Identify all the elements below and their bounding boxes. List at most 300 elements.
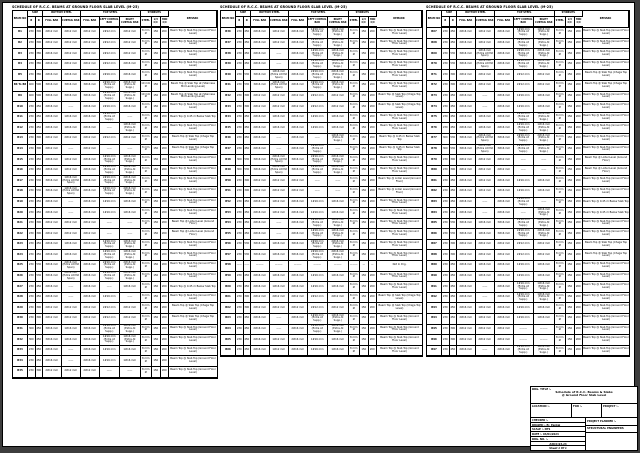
cell: 2#12 mm — [43, 39, 62, 49]
cell: 3#16 mm — [43, 92, 62, 102]
cell: 150 — [360, 70, 369, 80]
cell: 200 — [575, 166, 584, 176]
cell: 3#16 mm — [289, 166, 308, 176]
cell: Beam Top @ Slab Top (Ground Floor Level) — [380, 71, 419, 78]
cell: ——— — [270, 261, 290, 271]
cell: 2#16 mm — [495, 282, 514, 292]
cell: 2#16 mm (Extra At Mid Span) — [270, 155, 288, 164]
cell: Not In Drg. — [392, 263, 407, 267]
cell: 230 — [28, 123, 36, 133]
drg-title-line2: @ Ground Floor Slab Level — [561, 393, 607, 398]
cell: Beam Top @ Slab Top (Chajja Top Level) — [584, 251, 628, 258]
cell: 2#12 mm — [270, 92, 290, 102]
cell: B34 — [13, 356, 28, 366]
cell: 8 mm Ø — [555, 81, 567, 91]
cell: —— — [100, 282, 121, 292]
cell: 2#16 mm — [43, 250, 62, 260]
table-row — [427, 250, 629, 261]
cell: 8 mm Ø — [349, 39, 361, 49]
cell: 150 — [566, 70, 575, 80]
cell: 150 — [566, 250, 575, 260]
cell: 200 — [161, 282, 170, 292]
cell: 2#12 mm — [100, 134, 121, 144]
cell: 8 mm Ø — [141, 240, 153, 250]
cell: 2#16 mm — [495, 187, 514, 197]
cell: 300 — [450, 155, 458, 165]
cell: —— — [476, 346, 496, 356]
cell: 450 — [244, 28, 252, 38]
cell: 2#16 mm — [100, 70, 121, 80]
cell: 2#12 mm — [328, 303, 349, 313]
cell: —— — [328, 187, 349, 197]
cell: 150 — [566, 39, 575, 49]
cell: 150 — [152, 92, 161, 102]
cell: 150 — [152, 335, 161, 345]
cell: —— — [120, 367, 141, 377]
cell: 8 mm Ø — [349, 134, 361, 144]
cell: 230 — [236, 92, 244, 102]
cell: 2#16 mm (Extra At Supp.) — [100, 261, 121, 271]
cell: 150 — [152, 314, 161, 324]
cell: 230 — [442, 92, 450, 102]
cell: 2#16 mm — [81, 208, 100, 218]
cell: 1#16 mm — [534, 187, 555, 197]
cell: 2#12 mm — [328, 92, 349, 102]
cell: 200 — [161, 176, 170, 186]
cell: 150 — [360, 81, 369, 91]
cell: 150 — [566, 261, 575, 271]
cell: —— — [236, 261, 244, 271]
table-row — [13, 166, 217, 177]
cell: 450 — [244, 208, 252, 218]
table-title: SCHEDULE OF R.C.C. BEAMS AT GROUND FLOOR SLAB LEVEL (M-25) — [220, 5, 347, 9]
cell: 200 — [161, 198, 170, 208]
cell: 8 mm Ø — [349, 314, 361, 324]
cell: 200 — [575, 123, 584, 133]
cell: 8 mm Ø — [141, 60, 153, 70]
cell: 300 — [36, 134, 44, 144]
cell: 8 mm Ø — [555, 155, 567, 165]
cell: 2#16 mm — [495, 28, 514, 38]
cell: 1#12 mm — [270, 335, 290, 345]
cell: Beam Top @ Slab Top (Ground Floor Level) — [583, 336, 629, 343]
cell: 300 — [442, 145, 450, 155]
cell: 230 — [442, 28, 450, 38]
cell: 1#16 mm (Extra At Mid Span) — [476, 59, 494, 68]
cell: 8 mm Ø — [555, 49, 567, 59]
table-row — [427, 335, 629, 346]
cell: 1#16 mm (Extra At Supp.) — [534, 113, 555, 123]
cell: —— — [270, 314, 290, 324]
cell: 500 — [36, 81, 44, 91]
cell: 150 — [360, 49, 369, 59]
cell: 450 — [36, 293, 44, 303]
cell: 3#16 mm — [457, 134, 476, 144]
cell: 2#16 mm (Extra At Supp.) — [534, 134, 555, 144]
table-row — [13, 250, 217, 261]
cell: 8 mm Ø — [555, 229, 567, 239]
drg-title-line1: Schedule of R.C.C. Beams & Slabs — [555, 389, 613, 394]
cell: 8 mm Ø — [141, 39, 153, 49]
cell: —— — [270, 219, 290, 229]
cell: 2#12 mm — [251, 303, 270, 313]
cell: 1#16 mm (Extra At Mid Span) — [270, 70, 288, 79]
cell: 300 — [36, 39, 44, 49]
cell: 2#16 mm — [43, 346, 62, 356]
cell: —— — [120, 219, 141, 229]
cell: 2#12 mm — [495, 70, 514, 80]
cell: 1#16 mm — [514, 176, 535, 186]
cell: Beam Top @ Slab Top (Ground Floor Level) — [380, 113, 419, 120]
cell: B43 — [221, 102, 236, 112]
col-header-beam-no: BEAM NO — [221, 11, 236, 27]
cell: 1#16 mm (Extra At Supp.) — [328, 229, 349, 239]
checked-label: CHECKED :- — [531, 418, 585, 423]
cell: 1#16 mm — [308, 208, 329, 218]
cell: 200 — [575, 28, 584, 38]
cell: ——— — [251, 261, 270, 271]
cell: 3#16 mm — [43, 272, 62, 282]
cell: Beam Top @ Slab Top (Ground Floor Level) — [380, 315, 419, 321]
cell: 3#16 mm — [43, 325, 62, 335]
cell: 8 mm Ø — [349, 102, 361, 112]
cell: B2 — [13, 39, 28, 49]
cell: 200 — [161, 81, 170, 91]
cell: 1#16 mm — [514, 92, 535, 102]
cell: 1#16 mm — [62, 250, 82, 260]
cell: —— — [308, 187, 329, 197]
table-row — [427, 219, 629, 230]
cell: 2#16 mm — [289, 123, 308, 133]
cell: 150 — [360, 28, 369, 38]
cell: 150 — [566, 346, 575, 356]
cell: 1#16 mm — [308, 113, 329, 123]
cell: 230 — [28, 113, 36, 123]
col-header-top-steel: TOP STEEL — [495, 11, 555, 17]
cell: 450 — [244, 60, 252, 70]
cell: 230 — [236, 208, 244, 218]
cell: 230 — [28, 155, 36, 165]
cell: 150 — [360, 145, 369, 155]
cell: 300 — [450, 166, 458, 176]
cell: 1#16 mm (Extra At Supp.) — [514, 28, 535, 38]
cell: 3#16 mm — [43, 261, 62, 271]
cell: 2#12 mm — [62, 303, 82, 313]
cell: 450 — [244, 314, 252, 324]
cell: 530 — [244, 81, 252, 91]
cell: 200 — [575, 219, 584, 229]
cell: 1#16 mm — [534, 92, 555, 102]
cell: 2#12 mm — [476, 335, 496, 345]
cell: 2#16 mm (Extra At Supp.) — [514, 145, 535, 155]
structural-engineers-box — [586, 433, 637, 450]
table-row — [221, 28, 422, 39]
table-row — [427, 198, 629, 209]
cell: 150 — [566, 208, 575, 218]
cell: 150 — [360, 123, 369, 133]
cell: 150 — [360, 314, 369, 324]
cell: 450 — [450, 272, 458, 282]
cell: 2#16 mm (Extra At Supp.) — [120, 92, 141, 102]
cell: 8 mm Ø — [555, 187, 567, 197]
cell: Beam Top @ Slab Top (Ground Floor Level) — [380, 156, 419, 162]
cell: Beam Top @ Slab Top (Ground Floor Level) — [170, 251, 216, 258]
cell: 2#12 mm — [534, 240, 555, 250]
table-row — [13, 219, 217, 230]
cell: Beam Top @ Slab Top (Ground Floor Level) — [583, 134, 629, 141]
cell: 2#16 mm — [457, 176, 476, 186]
cell: —— — [100, 145, 121, 155]
cell: 1#16 mm — [514, 261, 535, 271]
cell: 230 — [236, 240, 244, 250]
cell: 3#16 mm — [495, 219, 514, 229]
cell: —— — [514, 166, 535, 176]
cell: —— — [476, 92, 496, 102]
cell: 2#16 mm — [43, 282, 62, 292]
cell: 450 — [450, 314, 458, 324]
cell: 200 — [161, 208, 170, 218]
sheet-note: Sheet 1 Of 1 — [549, 447, 567, 451]
cell: 2#16 mm — [81, 70, 100, 80]
cell: 200 — [161, 250, 170, 260]
cell: 200 — [161, 325, 170, 335]
cell: Beam Top @ Slab Top (Ground Floor Level) — [380, 82, 419, 88]
cell: 1#16 mm — [100, 293, 121, 303]
cell: Beam Top @ 0.45 m Below Slab Top — [170, 284, 216, 288]
cell: 230 — [28, 39, 36, 49]
cell: 200 — [369, 102, 378, 112]
cell: 230 — [236, 60, 244, 70]
cell: 1#16 mm — [328, 113, 349, 123]
cell: 2#12 mm — [514, 250, 535, 260]
cell: 200 — [161, 272, 170, 282]
cell: 150 — [566, 176, 575, 186]
schedule-table-2 — [220, 5, 423, 357]
cell: 8 mm Ø — [349, 113, 361, 123]
title-block — [530, 386, 638, 451]
cell: 2#16 mm (Extra At Supp.) — [100, 176, 121, 186]
cell: 2#16 mm (Extra At Supp.) — [514, 134, 535, 144]
cell: 450 — [450, 261, 458, 271]
cell: 300 — [36, 145, 44, 155]
cell: 2#16 mm — [289, 314, 308, 324]
cell: 2#12 mm — [495, 240, 514, 250]
cell: 230 — [442, 60, 450, 70]
cell: 2#16 mm — [289, 229, 308, 239]
cell: 2#12 mm — [289, 176, 308, 186]
cell: —— — [270, 325, 290, 335]
cell: 8 mm Ø — [141, 28, 153, 38]
cell: 2#12 mm — [43, 28, 62, 38]
cell: 230 — [236, 282, 244, 292]
table-title: SCHEDULE OF R.C.C. BEAMS AT GROUND FLOOR SLAB LEVEL (M-25) — [426, 5, 553, 9]
cell: 1#16 mm — [534, 303, 555, 313]
table-row — [427, 229, 629, 240]
cell: 2#16 mm — [495, 261, 514, 271]
cell: 1#16 mm (Extra At Supp.) — [120, 250, 141, 260]
cell: 2#16 mm (Extra At Supp.) — [514, 219, 535, 229]
cell: 8 mm Ø — [141, 70, 153, 80]
table-row — [221, 70, 422, 81]
cell: 2#12 mm — [81, 314, 100, 324]
cell: 200 — [369, 250, 378, 260]
cell: 200 — [575, 282, 584, 292]
cell: 230 — [442, 282, 450, 292]
cell: B39 — [221, 60, 236, 70]
cell: 2#12 mm — [476, 325, 496, 335]
table-row — [427, 134, 629, 145]
cell: 230 — [28, 219, 36, 229]
cell: 2#16 mm (Extra At Mid Span) — [62, 271, 80, 280]
cell: 300 — [450, 70, 458, 80]
cell: 200 — [161, 123, 170, 133]
table-row — [427, 166, 629, 177]
cell: 2#12 mm — [81, 303, 100, 313]
cell: Beam Top @ Slab Top (Ground Floor Level) — [170, 187, 216, 194]
cell: 1#16 mm — [476, 113, 496, 123]
table-row — [13, 282, 217, 293]
cell: 200 — [161, 187, 170, 197]
cell: Beam Top @ Slab Top (Ground Floor Level) — [583, 304, 629, 311]
cell: 2#12 mm — [81, 145, 100, 155]
cell: 150 — [360, 272, 369, 282]
table-row — [13, 49, 217, 60]
cell: 400 — [28, 81, 36, 91]
cell: 230 — [28, 261, 36, 271]
cell: 150 — [360, 335, 369, 345]
cell: 2#12 mm — [43, 145, 62, 155]
col-header-full-bar: FULL BAR — [457, 17, 476, 27]
cell: Beam Top @ Slab Top at (Staircase Mid Landing Level) — [170, 82, 216, 88]
cell: 530 — [244, 70, 252, 80]
cell: Beam Top @ Slab Top (Ground Floor Level) — [170, 293, 216, 300]
cell: Beam Top @ Slab Top (Ground Floor Level) — [380, 272, 419, 279]
cell: 1#16 mm (Extra At Supp.) — [328, 219, 349, 229]
table-row — [13, 123, 217, 134]
cell: 2#12 mm — [251, 102, 270, 112]
cell: 230 — [236, 293, 244, 303]
cell: Beam Top @ Slab Top (Ground Floor Level) — [583, 293, 629, 300]
cell: 150 — [566, 325, 575, 335]
cell: 3#16 mm — [289, 250, 308, 260]
cell: 380 — [36, 70, 44, 80]
cell: 2#16 mm (Extra At Supp.) — [534, 219, 555, 229]
cell: 150 — [360, 187, 369, 197]
cell: 2#12 mm — [100, 314, 121, 324]
cell: Beam Top @ Slab Top (Ground Floor Level) — [583, 325, 629, 332]
cell: 3#16 mm — [457, 60, 476, 70]
cell: 8 mm Ø — [141, 145, 153, 155]
cell: 2#16 mm — [457, 272, 476, 282]
table-row — [221, 155, 422, 166]
cell: B49 — [221, 166, 236, 176]
cell: 150 — [360, 293, 369, 303]
cell: 2#12 mm — [120, 28, 141, 38]
cell: 3#16 mm — [251, 70, 270, 80]
table-row — [221, 187, 422, 198]
cell: 8 mm Ø — [349, 176, 361, 186]
cell: 3#16 mm — [43, 176, 62, 186]
cell: 2#16 mm — [457, 102, 476, 112]
cell: 450 — [244, 39, 252, 49]
cell: 2#16 mm — [457, 293, 476, 303]
table-row — [427, 113, 629, 124]
cell: B60 — [221, 282, 236, 292]
cell: 2#12 mm — [62, 28, 82, 38]
cell: 230 — [236, 113, 244, 123]
cell: 2#16 mm — [495, 39, 514, 49]
cell: 2#12 mm — [100, 28, 121, 38]
cell: 1#16 mm — [308, 335, 329, 345]
cell: 230 — [28, 102, 36, 112]
cell: 3#16 mm — [289, 155, 308, 165]
cell: —— — [308, 176, 329, 186]
cell: 2#16 mm (Extra At Supp.) — [514, 229, 535, 239]
cell: 1#16 mm — [476, 229, 496, 239]
cell: 200 — [161, 293, 170, 303]
cell: 150 — [566, 134, 575, 144]
col-header-b: B — [28, 17, 36, 27]
cell: 3#16 mm — [81, 335, 100, 345]
cell: B22 — [13, 229, 28, 239]
cell: 200 — [161, 92, 170, 102]
col-header-size: SIZE — [442, 11, 457, 17]
cell: 1#16 mm (Extra At Supp.) — [514, 123, 535, 133]
cell: —— — [120, 113, 141, 123]
cell: 150 — [152, 155, 161, 165]
cell: 1#16 mm — [62, 335, 82, 345]
cell: 230 — [236, 39, 244, 49]
cell: 150 — [152, 81, 161, 91]
cell: 2#12 mm — [62, 367, 82, 377]
cell: 230 — [236, 70, 244, 80]
cell: 3#16 mm — [81, 325, 100, 335]
cell: 150 — [152, 198, 161, 208]
cell: 8 mm Ø — [141, 367, 153, 377]
cell: 8 mm Ø — [141, 123, 153, 133]
cell: 300 — [244, 92, 252, 102]
cell: 380 — [36, 49, 44, 59]
cell: B65 — [221, 335, 236, 345]
cell: 2#16 mm — [289, 325, 308, 335]
cell: 2#16 mm (Extra At Supp.) — [120, 187, 141, 197]
cell: Beam Top @ Slab Top (Ground Floor Level) — [380, 209, 419, 215]
cell: —— — [120, 293, 141, 303]
cell: B50 — [221, 176, 236, 186]
cell: Beam Top @ Slab Top (Ground Floor Level) — [583, 177, 629, 184]
cell: 530 — [36, 187, 44, 197]
cell: 230 — [28, 145, 36, 155]
cell: 300 — [36, 367, 44, 377]
cell: 300 — [236, 155, 244, 165]
cell: 150 — [566, 303, 575, 313]
cell: 2#16 mm — [251, 335, 270, 345]
cell: 230 — [442, 123, 450, 133]
cell: 150 — [360, 250, 369, 260]
cell: 3#16 mm — [62, 81, 82, 91]
cell: 2#16 mm — [43, 198, 62, 208]
col-header-full-bar: FULL BAR — [495, 17, 514, 27]
cell: 1#16 mm (Extra At Supp.) — [534, 346, 555, 356]
cell: 150 — [566, 145, 575, 155]
cell: Beam Top @ Slab Top (Chajja Top Level) — [378, 103, 421, 109]
cell: 1#16 mm (Extra At Supp.) — [120, 335, 141, 345]
cell: 2#16 mm (Extra At Supp.) — [534, 145, 555, 155]
cell: —— — [62, 145, 82, 155]
table-row — [427, 39, 629, 50]
col-header-right-curtail: RIGHT CURTAIL BAR — [328, 17, 349, 27]
table-row — [13, 198, 217, 209]
